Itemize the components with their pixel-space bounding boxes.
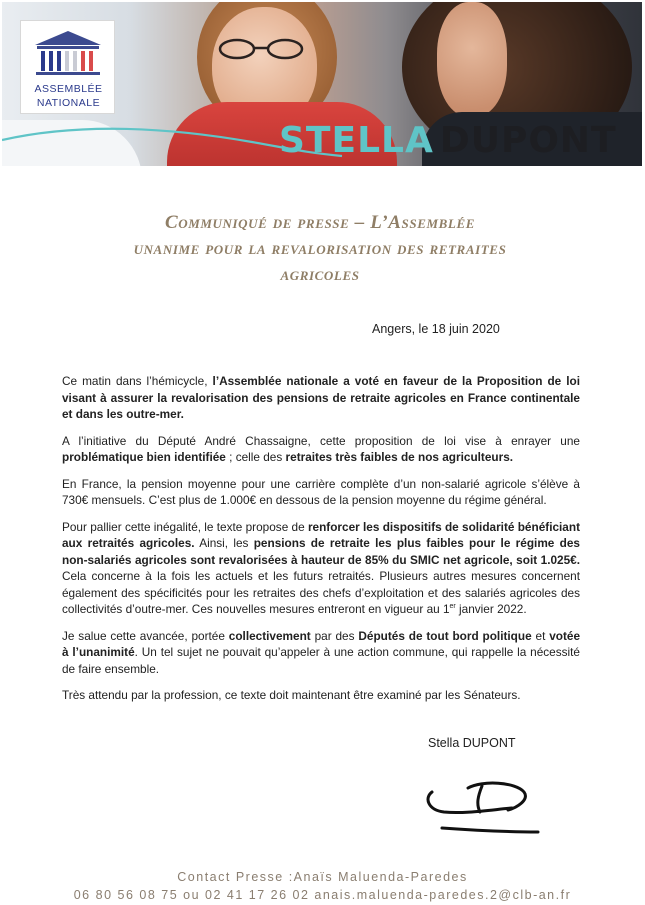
title-line: unanime pour la revalorisation des retraites [133, 238, 507, 259]
title-line: Communiqué de presse – L’Assemblée [164, 212, 476, 233]
title-line: agricoles [280, 264, 360, 285]
signature-name: Stella DUPONT [428, 736, 516, 750]
document-date: Angers, le 18 juin 2020 [372, 322, 500, 336]
banner-first-name: STELLA [279, 120, 434, 161]
handwritten-signature [420, 770, 550, 840]
document-body [62, 373, 580, 714]
assemblee-nationale-logo [20, 20, 115, 114]
paragraph: Ce matin dans l’hémicycle, l’Assemblée nationale a voté en faveur de la Proposition de loi visant à assurer la revalorisation des pensions de retraite agricoles en France continentale et dans les outre-mer. [62, 374, 580, 421]
logo-line1: ASSEMBLÉE [34, 83, 103, 95]
banner-name [279, 120, 617, 161]
contact-line: 06 80 56 08 75 ou 02 41 17 26 02 anais.maluenda-paredes.2@clb-an.fr [73, 888, 572, 902]
paragraph: Très attendu par la profession, ce texte doit maintenant être examiné par les Sénateurs. [62, 688, 521, 702]
banner-last-name: DUPONT [439, 120, 617, 161]
hemicycle-icon [21, 21, 116, 81]
press-contact [0, 868, 645, 904]
document-title [60, 210, 580, 288]
logo-line2: NATIONALE [36, 97, 101, 109]
contact-line: Contact Presse :Anaïs Maluenda-Paredes [177, 870, 468, 884]
paragraph: Pour pallier cette inégalité, le texte propose de renforcer les dispositifs de solidarité bénéficiant aux retraités agricoles. Ainsi, les pensions de retraite les plus faibles pour le régime des non-salariés agricoles sont revalorisées à hauteur de 85% du SMIC net agricole, soit 1.025€. Cela concerne à la fois les actuels et les futurs retraités. Plusieurs autres mesures concernent également des spécificités pour les retraites des chefs d’exploitation et des salariés agricoles des collectivités d’outre-mer. Ces nouvelles mesures entreront en vigueur au 1er janvier 2022. [62, 519, 581, 616]
paragraph: A l’initiative du Député André Chassaigne, cette proposition de loi vise à enrayer une problématique bien identifiée ; celle des retraites très faibles de nos agriculteurs. [62, 433, 580, 464]
paragraph: En France, la pension moyenne pour une carrière complète d’un non-salarié agricole s’élève à 730€ mensuels. C’est plus de 1.000€ en dessous de la pension moyenne du régime général. [62, 476, 580, 507]
paragraph: Je salue cette avancée, portée collectivement par des Députés de tout bord politique et votée à l’unanimité. Un tel sujet ne pouvait qu’appeler à une action commune, qui rappelle la nécessité de faire ensemble. [62, 628, 581, 676]
